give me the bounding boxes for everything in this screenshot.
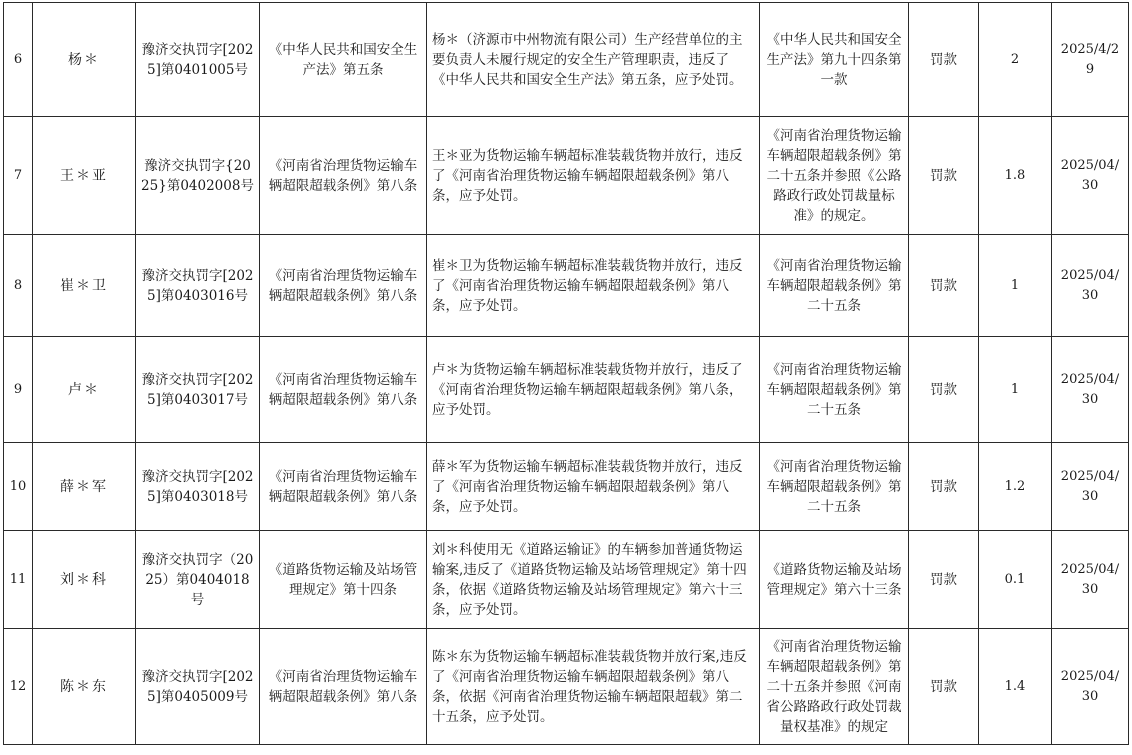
cell-party-name: 刘＊科: [33, 531, 136, 629]
table-row: [4, 235, 1129, 337]
cell-decision-number: 豫济交执罚字（2025）第0404018号: [136, 531, 260, 629]
cell-violation-facts: 刘＊科使用无《道路运输证》的车辆参加普通货物运输案,违反了《道路货物运输及站场管理规定》第十四条，依据《道路货物运输及站场管理规定》第六十三条，应予处罚。: [427, 531, 760, 629]
cell-decision-number: 豫济交执罚字[2025]第0403017号: [136, 337, 260, 443]
cell-penalty-type: 罚款: [909, 629, 979, 745]
cell-party-name: 薛＊军: [33, 443, 136, 531]
cell-violation-facts: 杨＊（济源市中州物流有限公司）生产经营单位的主要负责人未履行规定的安全生产管理职责，违反了《中华人民共和国安全生产法》第五条，应予处罚。: [427, 3, 760, 117]
cell-decision-number: 豫济交执罚字[2025]第0403018号: [136, 443, 260, 531]
cell-violated-provision: 《道路货物运输及站场管理规定》第十四条: [260, 531, 427, 629]
cell-penalty-amount: 1: [979, 337, 1052, 443]
cell-violation-facts: 王＊亚为货物运输车辆超标准装载货物并放行，违反了《河南省治理货物运输车辆超限超载条例》第八条，应予处罚。: [427, 117, 760, 235]
cell-serial-number: 11: [4, 531, 33, 629]
cell-penalty-basis: 《河南省治理货物运输车辆超限超载条例》第二十五条并参照《河南省公路路政行政处罚裁量权基准》的规定: [760, 629, 909, 745]
cell-penalty-basis: 《河南省治理货物运输车辆超限超载条例》第二十五条并参照《公路路政行政处罚裁量标准》的规定。: [760, 117, 909, 235]
penalty-table: [3, 2, 1129, 745]
cell-decision-date: 2025/04/30: [1052, 117, 1129, 235]
cell-serial-number: 10: [4, 443, 33, 531]
cell-penalty-amount: 1.8: [979, 117, 1052, 235]
cell-decision-date: 2025/04/30: [1052, 443, 1129, 531]
cell-penalty-basis: 《河南省治理货物运输车辆超限超载条例》第二十五条: [760, 443, 909, 531]
cell-penalty-type: 罚款: [909, 443, 979, 531]
table-row: [4, 337, 1129, 443]
cell-violation-facts: 陈＊东为货物运输车辆超标准装载货物并放行案,违反了《河南省治理货物运输车辆超限超载条例》第八条，依据《河南省治理货物运输车辆超限超载》第二十五条，应予处罚。: [427, 629, 760, 745]
cell-decision-date: 2025/04/30: [1052, 629, 1129, 745]
cell-decision-number: 豫济交执罚字{2025}第0402008号: [136, 117, 260, 235]
cell-violated-provision: 《中华人民共和国安全生产法》第五条: [260, 3, 427, 117]
cell-violated-provision: 《河南省治理货物运输车辆超限超载条例》第八条: [260, 117, 427, 235]
cell-party-name: 陈＊东: [33, 629, 136, 745]
cell-penalty-type: 罚款: [909, 235, 979, 337]
table-row: [4, 629, 1129, 745]
cell-serial-number: 6: [4, 3, 33, 117]
cell-penalty-amount: 2: [979, 3, 1052, 117]
cell-serial-number: 8: [4, 235, 33, 337]
cell-violation-facts: 卢＊为货物运输车辆超标准装载货物并放行，违反了《河南省治理货物运输车辆超限超载条例》第八条，应予处罚。: [427, 337, 760, 443]
cell-serial-number: 9: [4, 337, 33, 443]
cell-party-name: 杨＊: [33, 3, 136, 117]
table-row: [4, 443, 1129, 531]
cell-decision-date: 2025/04/30: [1052, 235, 1129, 337]
cell-decision-date: 2025/04/30: [1052, 531, 1129, 629]
cell-decision-date: 2025/4/29: [1052, 3, 1129, 117]
cell-party-name: 卢＊: [33, 337, 136, 443]
cell-penalty-basis: 《河南省治理货物运输车辆超限超载条例》第二十五条: [760, 235, 909, 337]
cell-violated-provision: 《河南省治理货物运输车辆超限超载条例》第八条: [260, 337, 427, 443]
cell-decision-number: 豫济交执罚字[2025]第0405009号: [136, 629, 260, 745]
cell-violation-facts: 薛＊军为货物运输车辆超标准装载货物并放行，违反了《河南省治理货物运输车辆超限超载条例》第八条，应予处罚。: [427, 443, 760, 531]
cell-decision-number: 豫济交执罚字[2025]第0403016号: [136, 235, 260, 337]
cell-penalty-basis: 《河南省治理货物运输车辆超限超载条例》第二十五条: [760, 337, 909, 443]
cell-penalty-amount: 0.1: [979, 531, 1052, 629]
cell-penalty-amount: 1.2: [979, 443, 1052, 531]
cell-penalty-basis: 《道路货物运输及站场管理规定》第六十三条: [760, 531, 909, 629]
cell-violation-facts: 崔＊卫为货物运输车辆超标准装载货物并放行，违反了《河南省治理货物运输车辆超限超载条例》第八条，应予处罚。: [427, 235, 760, 337]
cell-penalty-type: 罚款: [909, 3, 979, 117]
cell-serial-number: 12: [4, 629, 33, 745]
cell-violated-provision: 《河南省治理货物运输车辆超限超载条例》第八条: [260, 235, 427, 337]
cell-serial-number: 7: [4, 117, 33, 235]
table-row: [4, 531, 1129, 629]
cell-penalty-type: 罚款: [909, 337, 979, 443]
cell-decision-number: 豫济交执罚字[2025]第0401005号: [136, 3, 260, 117]
cell-penalty-type: 罚款: [909, 117, 979, 235]
cell-violated-provision: 《河南省治理货物运输车辆超限超载条例》第八条: [260, 629, 427, 745]
cell-decision-date: 2025/04/30: [1052, 337, 1129, 443]
cell-violated-provision: 《河南省治理货物运输车辆超限超载条例》第八条: [260, 443, 427, 531]
cell-party-name: 王＊亚: [33, 117, 136, 235]
cell-penalty-amount: 1: [979, 235, 1052, 337]
cell-penalty-type: 罚款: [909, 531, 979, 629]
cell-penalty-amount: 1.4: [979, 629, 1052, 745]
table-row: [4, 117, 1129, 235]
cell-party-name: 崔＊卫: [33, 235, 136, 337]
cell-penalty-basis: 《中华人民共和国安全生产法》第九十四条第一款: [760, 3, 909, 117]
table-row: [4, 3, 1129, 117]
